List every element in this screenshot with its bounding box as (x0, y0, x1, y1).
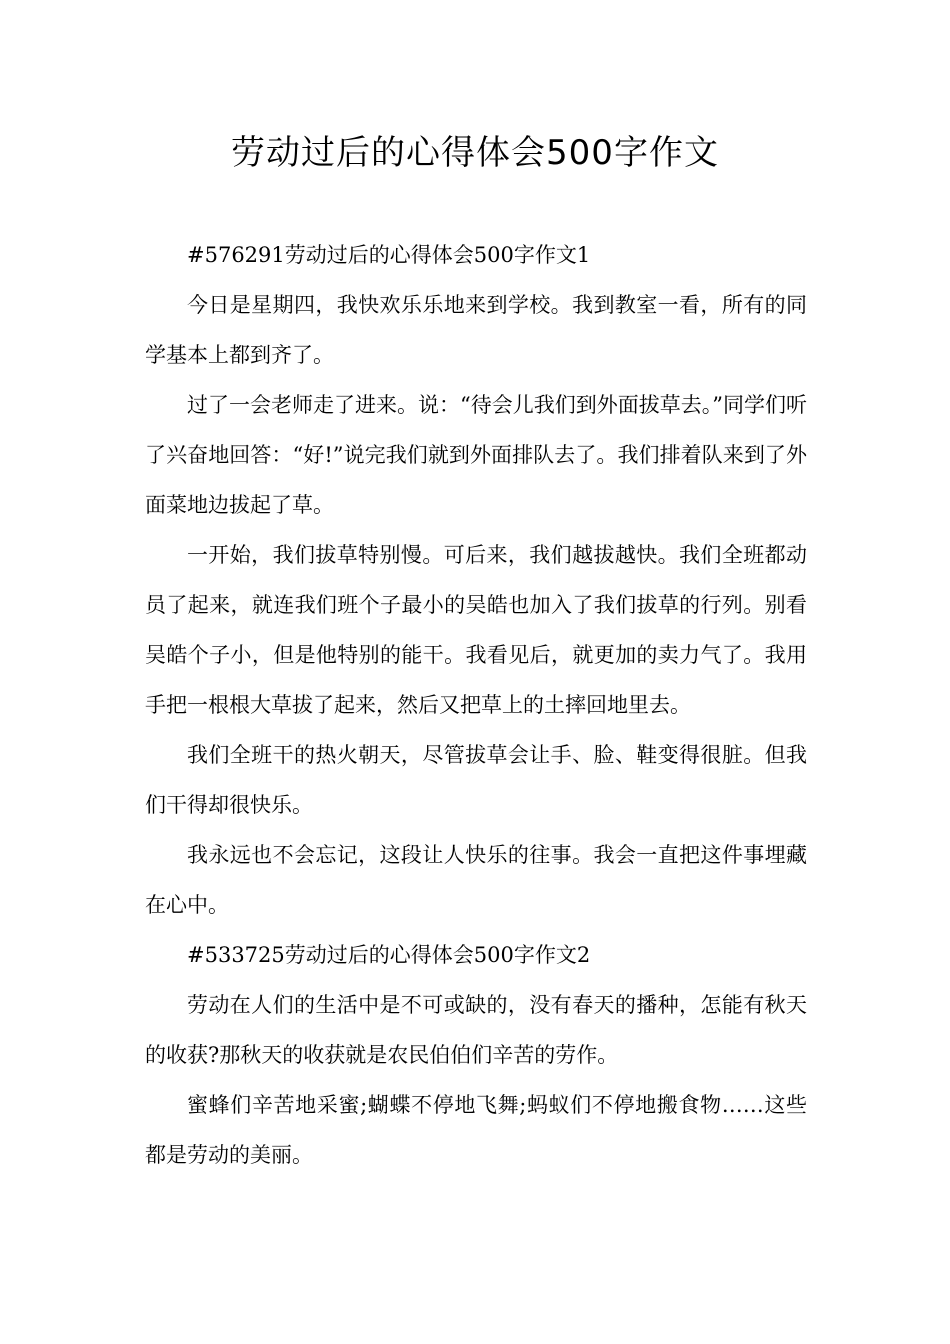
paragraph: 过了一会老师走了进来。说：“待会儿我们到外面拔草去。”同学们听了兴奋地回答：“好!”说完我们就到外面排队去了。我们排着队来到了外面菜地边拔起了草。 (145, 393, 807, 517)
essay-heading-2: #533725劳动过后的心得体会500字作文2 (187, 943, 591, 967)
document-title: 劳动过后的心得体会500字作文 (231, 133, 719, 173)
paragraph: 劳动在人们的生活中是不可或缺的，没有春天的播种，怎能有秋天的收获?那秋天的收获就是农民伯伯们辛苦的劳作。 (145, 993, 807, 1067)
document-body (145, 230, 807, 1180)
paragraph: 我们全班干的热火朝天，尽管拔草会让手、脸、鞋变得很脏。但我们干得却很快乐。 (145, 743, 807, 817)
essay-heading-1: #576291劳动过后的心得体会500字作文1 (187, 243, 591, 267)
paragraph: 蜜蜂们辛苦地采蜜;蝴蝶不停地飞舞;蚂蚁们不停地搬食物……这些都是劳动的美丽。 (145, 1093, 807, 1167)
paragraph: 我永远也不会忘记，这段让人快乐的往事。我会一直把这件事埋藏在心中。 (145, 843, 807, 917)
paragraph: 一开始，我们拔草特别慢。可后来，我们越拔越快。我们全班都动员了起来，就连我们班个子最小的吴皓也加入了我们拔草的行列。别看吴皓个子小，但是他特别的能干。我看见后，就更加的卖力气了。我用手把一根根大草拔了起来，然后又把草上的土摔回地里去。 (145, 543, 807, 717)
paragraph: 今日是星期四，我快欢乐乐地来到学校。我到教室一看，所有的同学基本上都到齐了。 (145, 293, 807, 367)
